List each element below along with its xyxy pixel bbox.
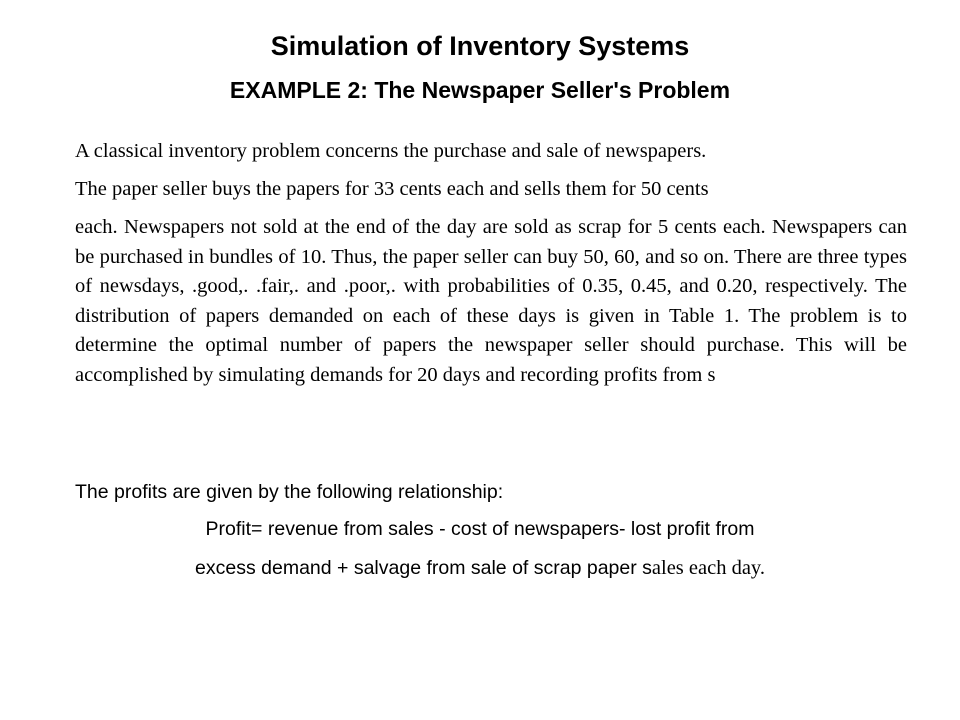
profit-formula-line-1: Profit= revenue from sales - cost of newspapers- lost profit from <box>205 518 755 540</box>
slide-title: Simulation of Inventory Systems <box>270 31 690 61</box>
profit-formula-line-2-part-2: ales each day. <box>651 557 765 579</box>
slide-subtitle: EXAMPLE 2: The Newspaper Seller's Problem <box>229 77 731 103</box>
profit-formula-line-2 <box>0 554 960 583</box>
profit-formula-line-2-part-1: excess demand + salvage from sale of scrap paper s <box>195 557 652 579</box>
intro-line-2: The paper seller buys the papers for 33 cents each and sells them for 50 cents <box>75 178 709 200</box>
body-paragraph: each. Newspapers not sold at the end of the day are sold as scrap for 5 cents each. Newspapers can be purchased in bundles of 10. Thus, the paper seller can buy 50, 60, and so on. There are three types of newsdays, .good,. .fair,. and .poor,. with probabilities of 0.35, 0.45, and 0.20, respectively. The distribution of papers demanded on each of these days is given in Table 1. The problem is to determine the optimal number of papers the newspaper seller should purchase. This will be accomplished by simulating demands for 20 days and recording profits from s <box>75 216 907 386</box>
profits-intro: The profits are given by the following relationship: <box>75 481 504 503</box>
intro-line-1: A classical inventory problem concerns the purchase and sale of newspapers. <box>75 140 707 162</box>
